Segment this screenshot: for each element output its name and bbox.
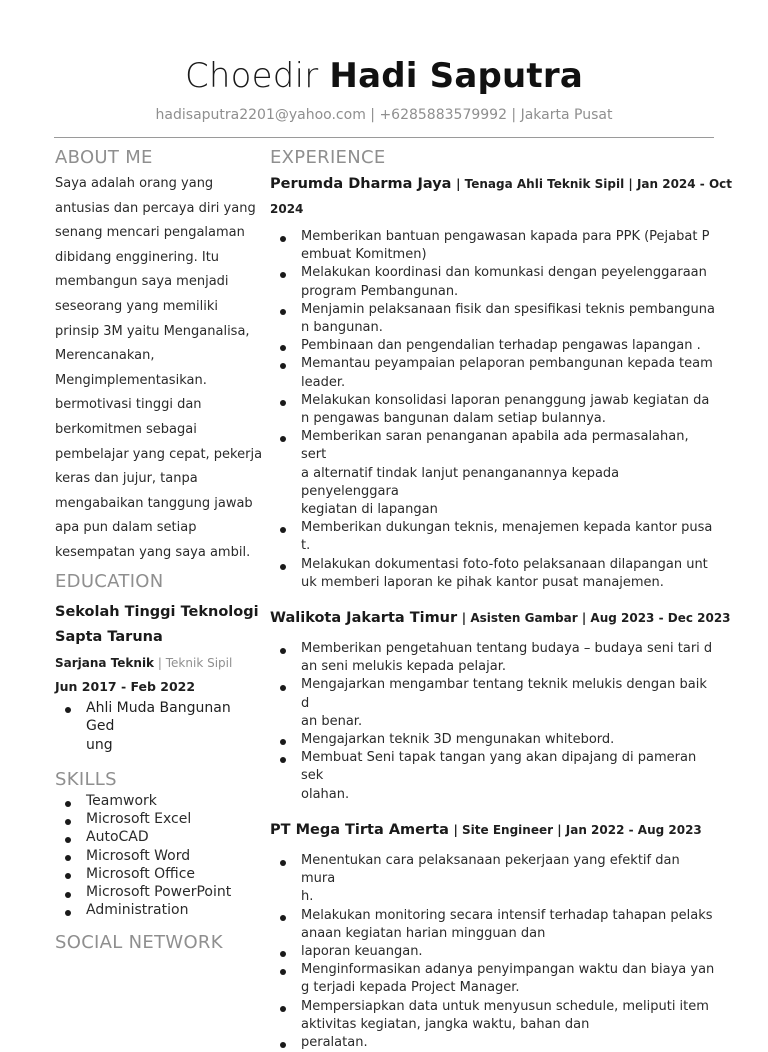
degree: Sarjana Teknik [55,655,155,670]
social-section [55,931,263,955]
degree-field: Teknik Sipil [165,655,233,670]
duty-text: Menjamin pelaksanaan fisik dan spesifikasi teknis pembanguna n bangunan. [301,301,715,336]
school-name [55,600,263,650]
duty-text: peralatan. [301,1034,368,1050]
first-name: Choedir [184,56,319,96]
school-name-line: Sapta Taruna [55,628,163,645]
job-meta-continued: 2024 [270,202,304,216]
about-line: antusias dan percaya diri yang [55,200,256,216]
duty-item [270,1034,716,1052]
social-title: SOCIAL NETWORK [55,932,223,954]
duty-item [270,228,716,264]
duty-item [270,264,716,300]
duty-text: Pembinaan dan pengendalian terhadap pengawas lapangan . [301,338,701,354]
job-meta: | Tenaga Ahli Teknik Sipil | Jan 2024 - Oct [456,177,733,191]
company-name: PT Mega Tirta Amerta [270,821,449,838]
duty-text: Melakukan konsolidasi laporan penanggung jawab kegiatan da n pengawas bangunan dalam setiap bulannya. [301,392,710,427]
about-line: Merencanakan, [55,348,155,364]
duty-item [270,749,716,804]
duty-text: Mempersiapkan data untuk menyusun schedule, meliputi item aktivitas kegiatan, jangka waktu, bahan dan [301,998,709,1032]
job-duties [270,228,716,592]
about-line: dibidang engginering. Itu [55,249,220,265]
education-dates: Jun 2017 - Feb 2022 [55,678,196,694]
education-item [55,699,263,755]
skills-list [55,792,263,919]
about-line: seseorang yang memiliki [55,298,219,314]
duty-text: Memberikan pengetahuan tentang budaya – budaya seni tari d an seni melukis kepada pelajar. [301,641,713,675]
duty-text: Melakukan koordinasi dan komunkasi dengan peyelenggaraan program Pembangunan. [301,265,707,299]
header-divider [54,137,714,138]
degree-separator: | [157,655,162,670]
job-entry [270,606,731,804]
duty-item [270,355,716,391]
degree-line [55,651,263,675]
duty-text: Memberikan dukungan teknis, menajemen kepada kantor pusa t. [301,520,713,554]
duty-item [270,943,716,961]
duty-item [270,676,716,731]
skill-item: Microsoft Excel [55,810,263,828]
education-item-text: Ahli Muda Bangunan Ged ung [86,699,231,753]
experience-title: EXPERIENCE [270,147,386,168]
about-line: Saya adalah orang yang [55,176,214,191]
company-name: Walikota Jakarta Timur [270,610,458,627]
about-line: berkomitmen sebagai [55,421,197,437]
skill-item: Microsoft Office [55,865,263,883]
job-entry [270,172,733,592]
about-line: mengabaikan tanggung jawab [55,495,253,511]
duty-text: Mengajarkan teknik 3D mengunakan whitebord. [301,732,615,748]
about-line: keras dan jujur, tanpa [55,471,198,487]
duty-text: Menginformasikan adanya penyimpangan waktu dan biaya yan g terjadi kepada Project Manager. [301,962,715,996]
job-duties [270,640,716,804]
about-line: senang mencari pengalaman [55,225,245,241]
duty-item [270,907,716,943]
duty-item [270,961,716,997]
last-name: Hadi Saputra [329,56,583,96]
skill-item: Microsoft Word [55,847,263,865]
duty-text: Memberikan saran penanganan apabila ada permasalahan, sert a alternatif tindak lanjut penanganannya kepada penyelenggara kegiatan di lapangan [301,429,689,518]
about-line: apa pun dalam setiap [55,520,197,536]
duty-text: Mengajarkan mengambar tentang teknik melukis dengan baik d an benar. [301,677,707,729]
duty-item [270,428,716,519]
duty-item [270,301,716,337]
skill-item: AutoCAD [55,828,263,846]
duty-text: Melakukan monitoring secara intensif terhadap tahapan pelaks anaan kegiatan harian mingguan dan [301,907,713,941]
duty-text: Menentukan cara pelaksanaan pekerjaan yang efektif dan mura h. [301,852,680,905]
skill-item: Microsoft PowerPoint [55,883,263,901]
job-header [270,172,733,196]
duty-text: laporan keuangan. [301,943,423,959]
duty-item [270,337,716,355]
about-section [55,146,263,566]
duty-item [270,731,716,749]
job-entry [270,818,716,1052]
about-line: pembelajar yang cepat, pekerja [55,446,263,462]
about-title: ABOUT ME [55,147,153,168]
duty-item [270,519,716,555]
education-section [55,570,263,755]
skill-item: Teamwork [55,792,263,810]
school-name-line: Sekolah Tinggi Teknologi [55,603,259,620]
duty-text: Memantau peyampaian pelaporan pembangunan kepada team leader. [301,356,713,390]
education-title: EDUCATION [55,570,164,592]
job-meta: | Asisten Gambar | Aug 2023 - Dec 2023 [461,611,731,626]
duty-text: Melakukan dokumentasi foto-foto pelaksanaan dilapangan unt uk memberi laporan ke pihak kantor pusat manajemen. [301,556,708,590]
duty-item [270,392,716,428]
job-header [270,818,716,842]
about-line: prinsip 3M yaitu Menganalisa, [55,323,250,339]
about-line: bermotivasi tinggi dan [55,397,202,413]
skill-item: Administration [55,901,263,919]
skills-section [55,768,263,919]
duty-item [270,556,716,592]
about-line: kesempatan yang saya ambil. [55,544,251,560]
duty-text: Membuat Seni tapak tangan yang akan dipajang di pameran sek olahan. [301,750,697,802]
job-meta: | Site Engineer | Jan 2022 - Aug 2023 [453,822,702,837]
skills-title: SKILLS [55,769,117,790]
job-header [270,606,731,630]
about-line: membangun saya menjadi [55,274,229,290]
about-text [55,172,263,566]
company-name: Perumda Dharma Jaya [270,176,452,192]
left-column [55,146,263,955]
about-line: Mengimplementasikan. [55,372,207,388]
duty-item [270,998,716,1034]
contact-line: hadisaputra2201@yahoo.com | +6285883579992 | Jakarta Pusat [155,107,613,123]
duty-item [270,640,716,676]
resume-name [0,52,768,100]
duty-text: Memberikan bantuan pengawasan kapada para PPK (Pejabat P embuat Komitmen) [301,229,710,263]
education-list [55,699,263,755]
right-column [270,146,733,1052]
job-duties [270,852,716,1052]
duty-item [270,852,716,907]
